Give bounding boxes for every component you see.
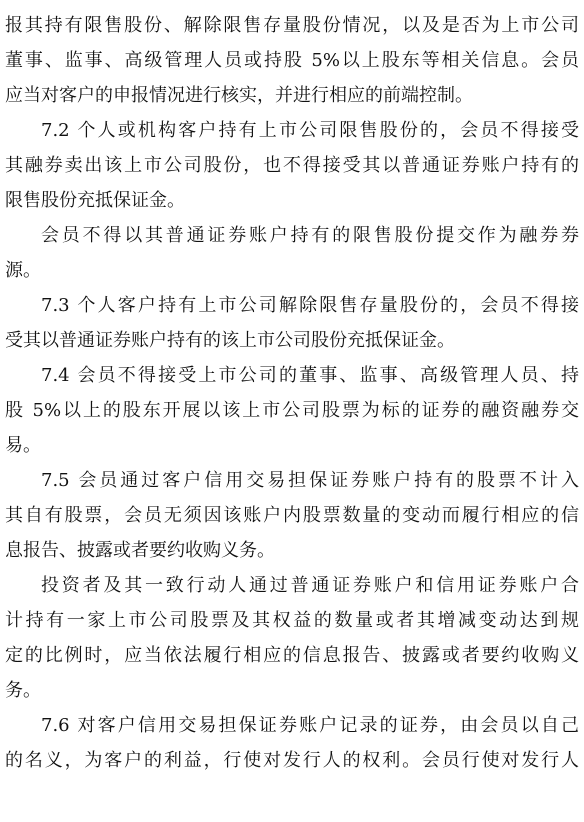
text-line: 限售股份充抵保证金。 — [5, 190, 185, 211]
paragraph-7-2-b — [5, 218, 579, 288]
text-line: 计持有一家上市公司股票及其权益的数量或者其增减变动达到规 — [5, 610, 579, 631]
text-line: 其融券卖出该上市公司股份，也不得接受其以普通证券账户持有的 — [5, 155, 579, 176]
text-line: 报其持有限售股份、解除限售存量股份情况，以及是否为上市公司 — [5, 15, 579, 36]
text-line: 受其以普通证券账户持有的该上市公司股份充抵保证金。 — [5, 330, 455, 351]
text-line: 7.3 个人客户持有上市公司解除限售存量股份的，会员不得接 — [41, 295, 579, 316]
text-line: 的名义，为客户的利益，行使对发行人的权利。会员行使对发行人 — [5, 750, 579, 771]
text-line: 源。 — [5, 260, 41, 281]
text-line: 7.2 个人或机构客户持有上市公司限售股份的，会员不得接受 — [41, 120, 579, 141]
text-line: 易。 — [5, 435, 41, 456]
paragraph-7-4 — [5, 358, 579, 463]
text-line: 股 5%以上的股东开展以该上市公司股票为标的证券的融资融券交 — [5, 400, 579, 421]
paragraph-1 — [5, 8, 579, 113]
text-line: 会员不得以其普通证券账户持有的限售股份提交作为融券券 — [41, 225, 579, 246]
text-line: 7.4 会员不得接受上市公司的董事、监事、高级管理人员、持 — [41, 365, 579, 386]
paragraph-7-5-b — [5, 568, 579, 708]
paragraph-7-3 — [5, 288, 579, 358]
text-line: 7.6 对客户信用交易担保证券账户记录的证券，由会员以自己 — [41, 715, 579, 736]
text-line: 应当对客户的申报情况进行核实，并进行相应的前端控制。 — [5, 85, 473, 106]
text-line: 定的比例时，应当依法履行相应的信息报告、披露或者要约收购义 — [5, 645, 579, 666]
text-line: 其自有股票，会员无须因该账户内股票数量的变动而履行相应的信 — [5, 505, 579, 526]
text-line: 务。 — [5, 680, 41, 701]
text-line: 投资者及其一致行动人通过普通证券账户和信用证券账户合 — [41, 575, 579, 596]
text-line: 7.5 会员通过客户信用交易担保证券账户持有的股票不计入 — [41, 470, 579, 491]
paragraph-7-2 — [5, 113, 579, 218]
text-line: 息报告、披露或者要约收购义务。 — [5, 540, 275, 561]
text-line: 董事、监事、高级管理人员或持股 5%以上股东等相关信息。会员 — [5, 50, 579, 71]
paragraph-7-6 — [5, 708, 579, 778]
paragraph-7-5 — [5, 463, 579, 568]
